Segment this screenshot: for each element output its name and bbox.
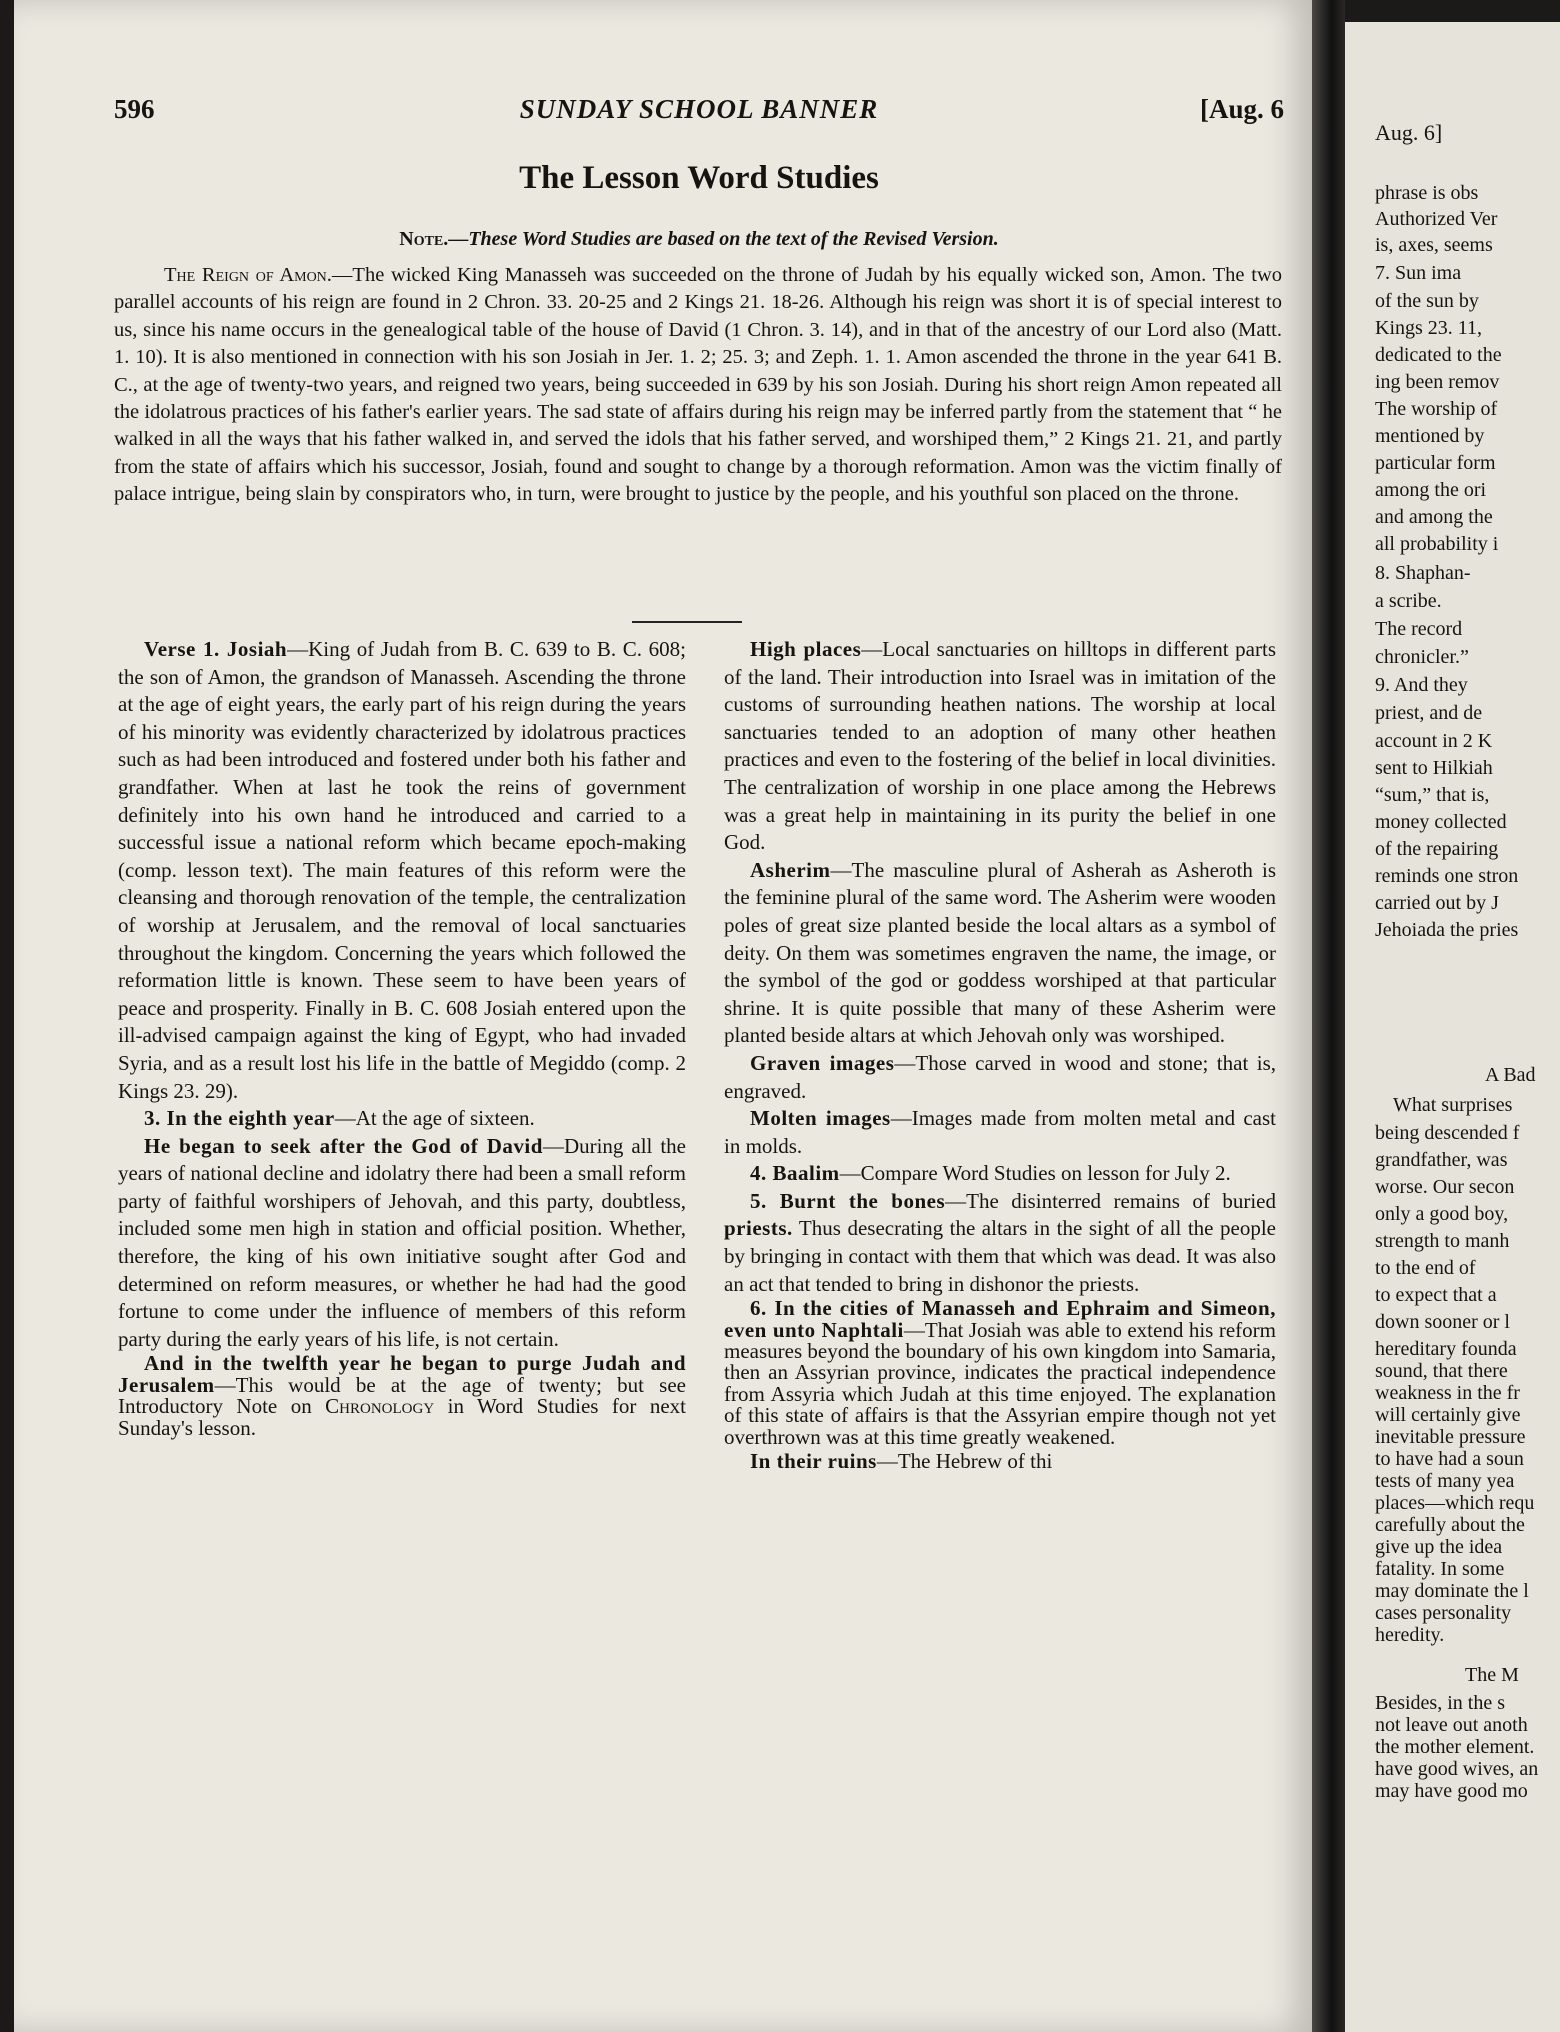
entry-molten-images: Molten images—Images made from molten metal and cast in molds. bbox=[724, 1106, 1276, 1158]
entry-asherim: Asherim—The masculine plural of Asherah as Asheroth is the feminine plural of the same word. The Asherim were wooden poles of great size planted beside the local altars as a symbol of deity. On them was sometimes engraven the name, the image, or the symbol of the god or goddess worshiped at that particular shrine. It is quite possible that many of these Asherim were planted beside altars at which Jehovah only was worshiped. bbox=[724, 857, 1276, 1048]
right-page-line: to expect that a bbox=[1375, 1284, 1497, 1306]
entry-burnt-bones: 5. Burnt the bones—The disinterred remains of buried priests. Thus desecrating the altars in the sight of all the people by bringing in contact with them that which was dead. It was also an act that tended to bring in dishonor the priests. bbox=[724, 1188, 1276, 1296]
right-page-line: sound, that there bbox=[1375, 1360, 1508, 1382]
right-page-line: sent to Hilkiah bbox=[1375, 757, 1493, 779]
right-page-line: give up the idea bbox=[1375, 1536, 1503, 1558]
right-page-line: have good wives, an bbox=[1375, 1758, 1539, 1780]
right-page-line: The worship of bbox=[1375, 398, 1498, 420]
right-page-line: reminds one stron bbox=[1375, 865, 1519, 887]
right-page-line: phrase is obs bbox=[1375, 182, 1479, 204]
running-header bbox=[114, 94, 1284, 134]
right-page-line: a scribe. bbox=[1375, 590, 1442, 612]
left-column bbox=[118, 636, 686, 1439]
right-page-line: 9. And they bbox=[1375, 674, 1468, 696]
entry-seek-god: He began to seek after the God of David—During all the years of national decline and idolatry there had been a small reform party of faithful worshipers of Jehovah, and this party, doubtless, included some men high in station and official position. Whether, therefore, the king of his own initiative sought after God and determined on reform measures, or whether he had had the good fortune to come under the influence of members of this reform party during the early years of his life, is not certain. bbox=[118, 1133, 686, 1351]
right-page-line: ing been remov bbox=[1375, 371, 1500, 393]
right-page-line: A Bad bbox=[1485, 1064, 1536, 1086]
right-page-line: chronicler.” bbox=[1375, 646, 1469, 668]
entry-baalim: 4. Baalim—Compare Word Studies on lesson for July 2. bbox=[750, 1161, 1231, 1186]
right-page-line: inevitable pressure bbox=[1375, 1426, 1526, 1448]
right-page-line: tests of many yea bbox=[1375, 1470, 1515, 1492]
intro-paragraph bbox=[114, 262, 1282, 509]
right-page-line: What surprises bbox=[1393, 1094, 1513, 1116]
right-page-line: and among the bbox=[1375, 506, 1493, 528]
entry-cities: 6. In the cities of Manasseh and Ephraim and Simeon, even unto Naphtali—That Josiah was able to extend his reform measures beyond the boundary of his own kingdom into Samaria, then an Assyrian province, indicates the practical independence from Assyria which Judah at this time enjoyed. The explanation of this state of affairs is that the Assyrian empire though not yet overthrown was at this time greatly weakened. bbox=[724, 1296, 1276, 1449]
right-page-line: priest, and de bbox=[1375, 702, 1483, 724]
intro-heading: The Reign of Amon.— bbox=[164, 264, 353, 286]
right-page-line: mentioned by bbox=[1375, 425, 1485, 447]
right-page-line: Kings 23. 11, bbox=[1375, 317, 1483, 339]
intro-body: The wicked King Manasseh was succeeded on the throne of Judah by his equally wicked son, Amon. The two parallel accounts of his reign are found in 2 Chron. 33. 20-25 and 2 Kings 21. 18-26. Although his reign was short it is of special interest to us, since his name occurs in the genealogical table of the house of David (1 Chron. 3. 14), and in that of the ancestry of our Lord also (Matt. 1. 10). It is also mentioned in connection with his son Josiah in Jer. 1. 2; 25. 3; and Zeph. 1. 1. Amon ascended the throne in the year 641 B. C., at the age of twenty-two years, and reigned two years, being succeeded in 639 by his son Josiah. During his short reign Amon repeated all the idolatrous practices of his father's earlier years. The sad state of affairs during his reign may be inferred partly from the statement that “ he walked in all the ways that his father walked in, and served the idols that his father served, and worshiped them,” 2 Kings 21. 21, and partly from the state of affairs which his successor, Josiah, found and sought to change by a thorough reformation. Amon was the victim finally of palace intrigue, being slain by conspirators who, in turn, were brought to justice by the people, and his youthful son placed on the throne. bbox=[114, 264, 1283, 506]
right-page-line: of the sun by bbox=[1375, 290, 1479, 312]
right-page bbox=[1345, 22, 1560, 2032]
right-page-line: of the repairing bbox=[1375, 838, 1499, 860]
entry-ruins: In their ruins—The Hebrew of thi bbox=[750, 1449, 1053, 1474]
right-page-line: cases personality bbox=[1375, 1602, 1512, 1624]
right-page-line: dedicated to the bbox=[1375, 344, 1502, 366]
entry-high-places: High places—Local sanctuaries on hilltops in different parts of the land. Their introduction into Israel was in imitation of the customs of surrounding heathen nations. The worship at local sanctuaries tended to an adoption of many other heathen practices and even to the fostering of the belief in local divinities. The centralization of worship in one place among the Hebrews was a great help in maintaining in its purity the belief in one God. bbox=[724, 637, 1277, 855]
right-page-line: account in 2 K bbox=[1375, 730, 1493, 752]
right-page-line: being descended f bbox=[1375, 1122, 1520, 1144]
entry-twelfth-year: And in the twelfth year he began to purge Judah and Jerusalem—This would be at the age of twenty; but see Introductory Note on Chronology in Word Studies for next Sunday's lesson. bbox=[118, 1351, 686, 1440]
right-page-line: places—which requ bbox=[1375, 1492, 1535, 1514]
right-page-line: strength to manh bbox=[1375, 1230, 1510, 1252]
header-date: [Aug. 6 bbox=[1199, 94, 1284, 124]
article-title: The Lesson Word Studies bbox=[519, 160, 879, 196]
entry-verse-3: 3. In the eighth year—At the age of sixteen. bbox=[144, 1106, 535, 1131]
page-number: 596 bbox=[114, 94, 155, 124]
right-page-line: all probability i bbox=[1375, 533, 1499, 555]
right-page-line: down sooner or l bbox=[1375, 1311, 1510, 1333]
right-page-line: Jehoiada the pries bbox=[1375, 919, 1519, 941]
right-page-line: The M bbox=[1465, 1664, 1519, 1686]
right-page-line: may have good mo bbox=[1375, 1780, 1528, 1802]
right-page-line: money collected bbox=[1375, 811, 1507, 833]
right-page-line: Aug. 6] bbox=[1375, 120, 1443, 145]
right-page-line: to the end of bbox=[1375, 1257, 1476, 1279]
entry-verse-1: Verse 1. Josiah—King of Judah from B. C. 639 to B. C. 608; the son of Amon, the grandson of Manasseh. Ascending the throne at the age of eight years, the early part of his reign during the years of his minority was evidently characterized by idolatrous practices such as had been introduced and fostered under both his father and grandfather. When at last he took the reins of government definitely into his own hand he introduced and carried to a successful issue a national reform which became epoch-making (comp. lesson text). The main features of this reform were the cleansing and thorough renovation of the temple, the centralization of worship at Jerusalem, and the removal of local sanctuaries throughout the kingdom. Concerning the years which followed the reformation little is known. These seem to have been years of peace and prosperity. Finally in B. C. 608 Josiah entered upon the ill-advised campaign against the king of Egypt, who had invaded Syria, and as a result lost his life in the battle of Megiddo (comp. 2 Kings 23. 29). bbox=[118, 637, 686, 1103]
right-page-line: to have had a soun bbox=[1375, 1448, 1524, 1470]
running-title: SUNDAY SCHOOL BANNER bbox=[519, 94, 879, 124]
editor-note bbox=[114, 228, 1284, 251]
right-page-line: heredity. bbox=[1375, 1624, 1445, 1646]
right-page-line: carefully about the bbox=[1375, 1514, 1525, 1536]
right-page-line: grandfather, was bbox=[1375, 1149, 1508, 1171]
right-page-line: Authorized Ver bbox=[1375, 208, 1498, 230]
right-page-line: among the ori bbox=[1375, 479, 1487, 501]
right-page-line: fatality. In some bbox=[1375, 1558, 1505, 1580]
right-page-line: 8. Shaphan- bbox=[1375, 562, 1471, 584]
right-page-line: worse. Our secon bbox=[1375, 1176, 1515, 1198]
right-page-line: may dominate the l bbox=[1375, 1580, 1529, 1602]
right-page-line: The record bbox=[1375, 618, 1463, 640]
right-page-line: weakness in the fr bbox=[1375, 1382, 1520, 1404]
right-page-line: 7. Sun ima bbox=[1375, 262, 1462, 284]
right-page-line: not leave out anoth bbox=[1375, 1714, 1528, 1736]
book-gutter bbox=[1312, 0, 1345, 2032]
right-page-line: the mother element. bbox=[1375, 1736, 1535, 1758]
right-page-line: “sum,” that is, bbox=[1375, 784, 1490, 806]
right-page-line: Besides, in the s bbox=[1375, 1692, 1505, 1714]
right-page-line: hereditary founda bbox=[1375, 1338, 1517, 1360]
right-page-line: particular form bbox=[1375, 452, 1496, 474]
left-page bbox=[14, 0, 1312, 2032]
right-page-line: carried out by J bbox=[1375, 892, 1499, 914]
entry-graven-images: Graven images—Those carved in wood and stone; that is, engraved. bbox=[724, 1050, 1276, 1103]
section-divider bbox=[632, 621, 742, 623]
right-page-line: is, axes, seems bbox=[1375, 234, 1493, 256]
right-page-line: will certainly give bbox=[1375, 1404, 1521, 1426]
middle-column bbox=[724, 636, 1276, 1476]
note-text: These Word Studies are based on the text of the Revised Version. bbox=[468, 228, 999, 250]
right-page-line: only a good boy, bbox=[1375, 1203, 1509, 1225]
note-label: Note.— bbox=[399, 228, 469, 250]
